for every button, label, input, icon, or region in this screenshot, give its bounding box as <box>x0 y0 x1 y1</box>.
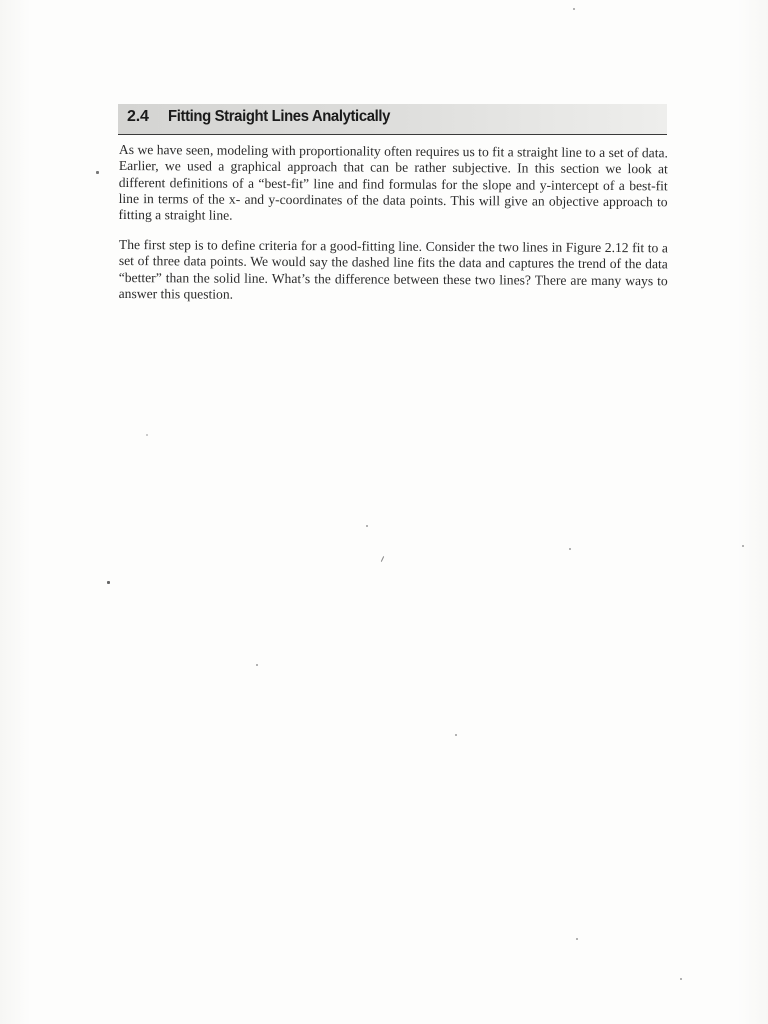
body-paragraph-2: The first step is to define criteria for a good-fitting line. Consider the two lines in Figure 2.12 fit to a set of three data points. We would say the dashed line fits the data and captures the trend of the data “better” than the solid line. What’s the difference between these two lines? There are many ways to answer this question. <box>118 237 668 302</box>
scan-speck <box>680 978 682 980</box>
scan-speck <box>366 525 368 527</box>
section-number: 2.4 <box>127 108 149 125</box>
scan-speck <box>569 548 571 550</box>
body-paragraph-1: As we have seen, modeling with proportionality often requires us to fit a straight line to a set of data. Earlier, we used a graphical approach that can be rather subjective. In this section we look at different definitions of a “best-fit” line and find formulas for the slope and y-intercept of a best-fit line in terms of the x- and y-coordinates of the data points. This will give an objective approach to fitting a straight line. <box>118 142 668 223</box>
scan-speck <box>107 581 110 584</box>
scan-speck <box>742 545 744 547</box>
scan-speck <box>455 734 457 736</box>
scan-speck <box>381 556 384 562</box>
scan-speck <box>96 171 99 174</box>
scan-speck <box>576 938 578 940</box>
scan-speck <box>146 434 148 436</box>
scan-speck <box>573 8 575 10</box>
section-title: Fitting Straight Lines Analytically <box>168 108 391 125</box>
section-header <box>118 104 667 135</box>
scan-speck <box>256 664 258 666</box>
